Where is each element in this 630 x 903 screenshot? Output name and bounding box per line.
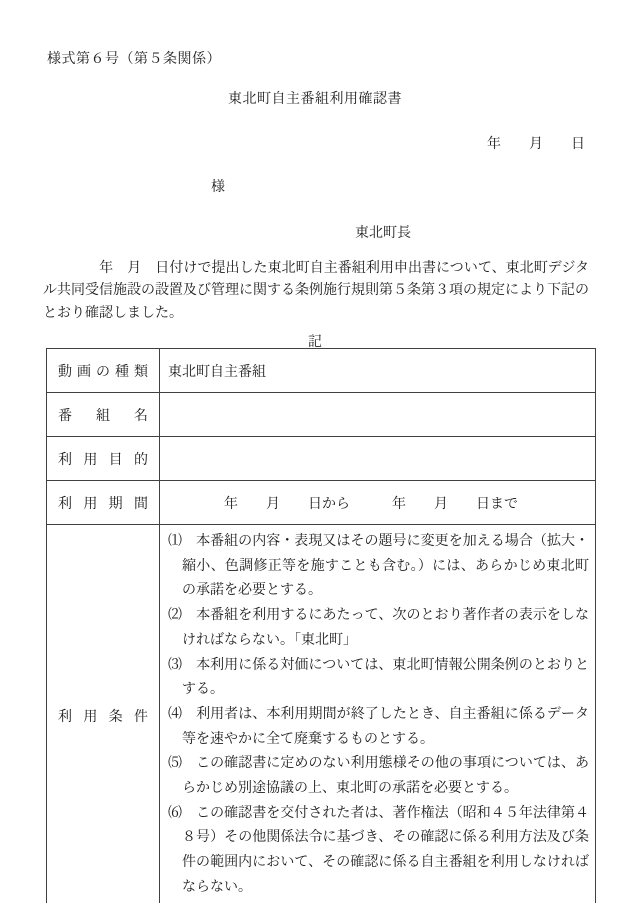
condition-item-6: ⑹ この確認書を交付された者は、著作権法（昭和４５年法律第４８号）その他関係法令に基づき、その確認に係る利用方法及び条件の範囲内において、その確認に係る自主番組を利用しなければならない。	[168, 805, 589, 895]
row-label: 番組名	[47, 393, 160, 437]
sender-title: 東北町長	[355, 226, 411, 241]
table-row-purpose	[47, 437, 596, 481]
row-label: 動画の種類	[47, 349, 160, 393]
table-row-program-name	[47, 393, 596, 437]
date-line: 年 月 日	[487, 137, 585, 152]
conditions-cell	[160, 525, 596, 903]
body-paragraph: 年 月 日付けで提出した東北町自主番組利用申出書について、東北町デジタル共同受信施設の設置及び管理に関する条例施行規則第５条第３項の規定により下記のとおり確認しました。	[43, 261, 589, 321]
form-number: 様式第６号（第５条関係）	[47, 52, 221, 67]
condition-item-2: ⑵ 本番組を利用するにあたって、次のとおり著作者の表示をしなければならない。「東北町」	[168, 608, 589, 648]
confirmation-table	[46, 348, 596, 903]
row-value	[160, 393, 596, 437]
table-row-period	[47, 481, 596, 525]
row-label: 利用期間	[47, 481, 160, 525]
document-title: 東北町自主番組利用確認書	[228, 92, 402, 107]
row-label: 利用条件	[47, 525, 160, 903]
condition-item-4: ⑷ 利用者は、本利用期間が終了したとき、自主番組に係るデータ等を速やかに全て廃棄するものとする。	[168, 706, 589, 747]
condition-item-3: ⑶ 本利用に係る対価については、東北町情報公開条例のとおりとする。	[168, 657, 589, 698]
row-value	[160, 437, 596, 481]
condition-item-1: ⑴ 本番組の内容・表現又はその題号に変更を加える場合（拡大・縮小、色調修正等を施すことも含む。）には、あらかじめ東北町の承諾を必要とする。	[168, 534, 589, 599]
addressee-suffix: 様	[211, 180, 225, 195]
row-value: 東北町自主番組	[160, 349, 596, 393]
table-row-video-type	[47, 349, 596, 393]
table-row-conditions	[47, 525, 596, 903]
condition-item-5: ⑸ この確認書に定めのない利用態様その他の事項については、あらかじめ別途協議の上、東北町の承諾を必要とする。	[168, 756, 589, 797]
list-marker: 記	[308, 335, 322, 350]
row-label: 利用目的	[47, 437, 160, 481]
row-value: 年 月 日から 年 月 日まで	[160, 481, 596, 525]
